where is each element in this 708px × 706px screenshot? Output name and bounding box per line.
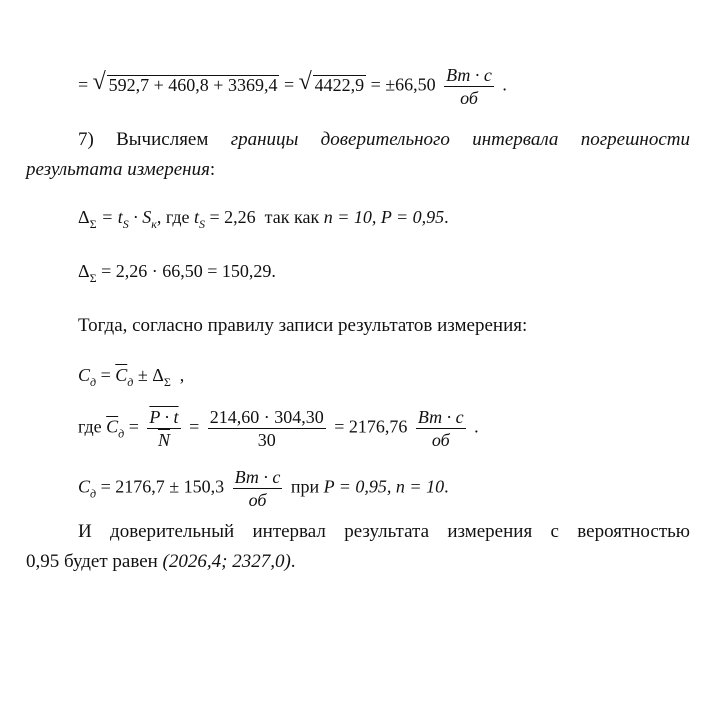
sqrt-equation [78,66,507,107]
unit-fraction-3 [233,468,283,509]
unit-numerator-3: Вт · с [234,467,281,487]
cd-result-symbol: C [78,476,91,497]
period-6: . [290,551,296,572]
delta-symbol-2: Δ [78,261,90,281]
cd-equals: = [100,365,111,385]
sqrt-sum [92,68,280,95]
unit-denominator-3: об [248,490,267,510]
delta-formula [78,208,449,230]
cd-mean-symbol: $\overline{C}$ [115,365,128,385]
radical-icon: √ [92,68,106,95]
cd-result-value: = 2176,7 ± 150,3 [100,476,225,497]
delta-subscript-2: Σ [89,271,97,285]
pm-delta: ± Δ [137,365,164,385]
t-symbol: t [193,207,199,227]
s-subscript: к [151,217,157,231]
sqrt-sum-body: 592,7 + 460,8 + 3369,4 [108,74,278,95]
conclusion-line2 [26,552,296,571]
cd-mean-eq2: = [189,416,200,437]
sqrt-total-body: 4422,9 [314,74,365,95]
unit-denominator: об [460,88,478,108]
unit-denominator-2: об [431,430,450,450]
equals-sign: = [78,74,89,95]
period-2: . [444,207,449,227]
cd-subscript: д [90,375,97,389]
step7-italic: границы доверительного интервала погрешности [230,129,690,150]
delta-symbol: Δ [78,207,90,227]
pt-numerator: P · t [149,407,179,427]
numeric-fraction [208,408,326,449]
cd-mean-eq1: = [128,416,139,437]
step7-line2 [26,160,215,179]
cd-result-n: , n = 10 [386,476,445,497]
radical-icon-2: √ [298,68,312,95]
t-value: = 2,26 [209,207,256,227]
pt-over-n [147,408,180,449]
unit-fraction-2 [416,408,466,449]
confidence-interval: (2026,4; 2327,0) [162,551,291,572]
conclusion-line1: И доверительный интервал результата измерения с вероятностью [78,521,690,542]
t-subscript: S [122,217,129,231]
n-denominator: N [157,430,170,450]
cd-mean-value: = 2176,76 [334,416,408,437]
cd-rule [78,366,184,388]
cd-result [78,468,449,509]
cd-mean-lhs-subscript: д [118,426,125,441]
unit-fraction [444,66,494,107]
unit-numerator: Вт · с [446,65,492,85]
cd-symbol: C [78,365,91,385]
t-coef: = t [101,207,123,227]
t-symbol-subscript: S [199,217,205,231]
n-value: n = 10 [323,207,372,227]
s-coef: · S [133,207,152,227]
cd-result-p: P = 0,95 [323,476,387,497]
rms-value: = ±66,50 [370,74,436,95]
period: . [502,74,507,95]
conclusion-prefix: 0,95 будет равен [26,551,158,572]
cd-result-subscript: д [90,486,97,501]
step7-colon: : [209,159,216,180]
period-5: . [444,476,449,497]
step7-prefix: 7) Вычисляем [78,129,209,150]
delta-subscript: Σ [89,217,97,231]
numeric-denominator: 30 [257,430,276,450]
since-word: так как [264,207,320,227]
at-word: при [290,476,320,497]
p-value: , P = 0,95 [371,207,445,227]
cd-mean-lhs: $\overline{C}$ [106,416,119,437]
unit-numerator-2: Вт · с [417,407,464,427]
pm-delta-subscript: Σ [163,375,171,389]
equals-sign-2: = [283,74,295,95]
period-3: . [271,261,276,281]
step7-line2-text: результата измерения [26,159,210,180]
rule-text: Тогда, согласно правилу записи результатов измерения: [78,315,528,336]
where-word-2: где [78,416,102,437]
step7-line1 [78,130,690,149]
cd-mean [78,408,479,449]
numeric-numerator: 214,60 · 304,30 [209,407,324,427]
delta-value [78,262,276,284]
cd-mean-subscript: д [127,375,134,389]
delta-computation: = 2,26 · 66,50 = 150,29 [101,261,272,281]
sqrt-total [298,68,367,95]
comma: , [179,365,185,385]
period-4: . [474,416,479,437]
where-word: , где [156,207,190,227]
